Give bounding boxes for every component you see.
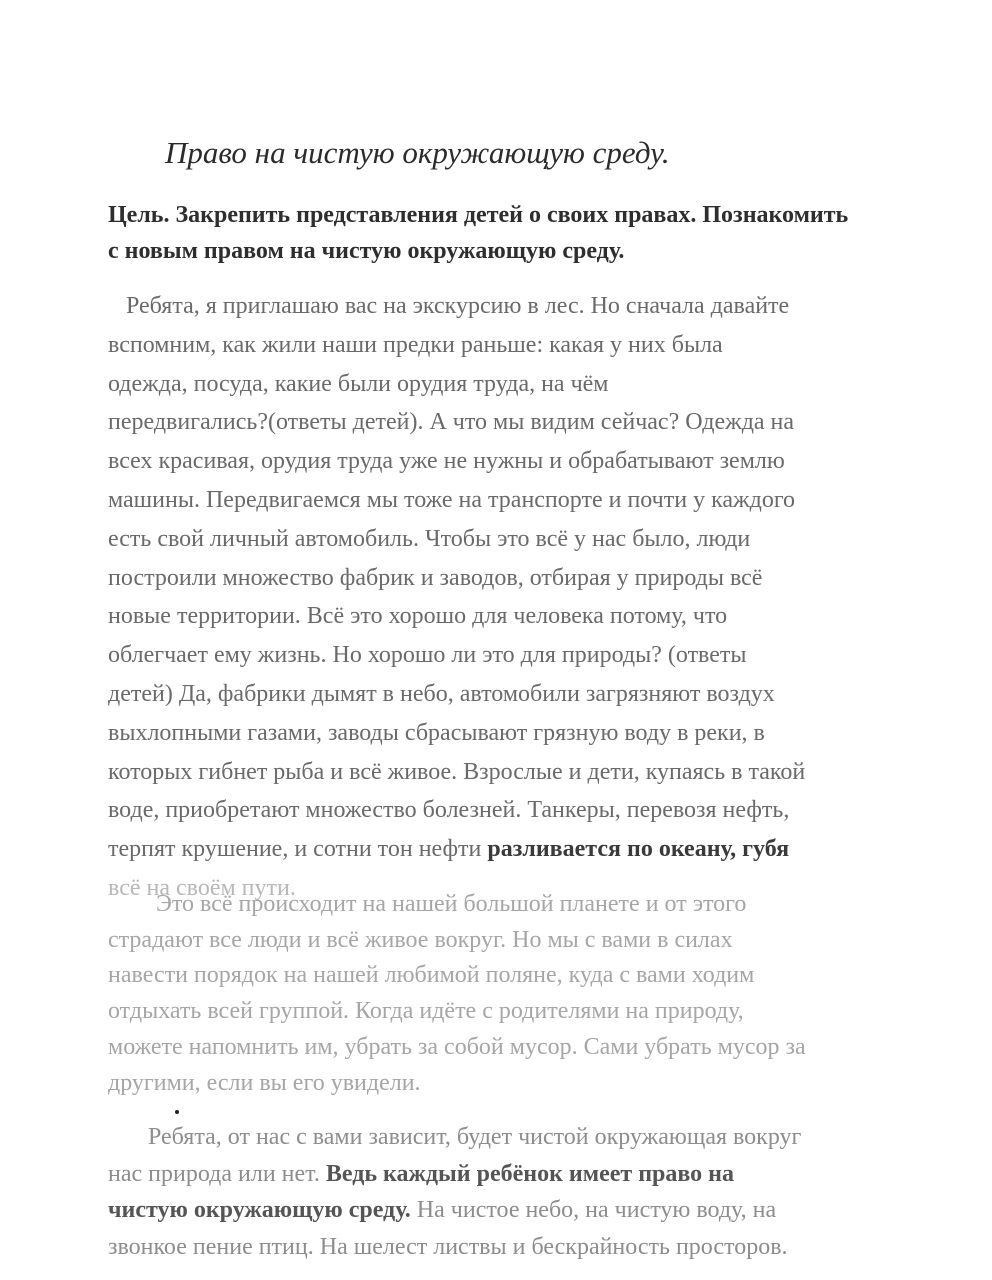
paragraph-planet bbox=[108, 887, 930, 1101]
text-segment: нас природа или нет. bbox=[108, 1160, 326, 1187]
text-line: детей) Да, фабрики дымят в небо, автомобили загрязняют воздух bbox=[108, 680, 775, 707]
goal-text-line2: с новым правом на чистую окружающую среду. bbox=[108, 238, 625, 264]
text-line: есть свой личный автомобиль. Чтобы это всё у нас было, люди bbox=[108, 525, 751, 552]
text-segment: терпят крушение, и сотни тон нефти bbox=[108, 836, 488, 863]
text-line: другими, если вы его увидели. bbox=[108, 1069, 421, 1096]
text-line: отдыхать всей группой. Когда идёте с родителями на природу, bbox=[108, 998, 744, 1025]
text-line: Это всё происходит на нашей большой планете и от этого bbox=[156, 891, 747, 917]
text-line bbox=[108, 1156, 930, 1193]
ink-speck bbox=[175, 1110, 179, 1114]
text-line: Ребята, от нас с вами зависит, будет чистой окружающая вокруг bbox=[148, 1124, 802, 1150]
goal-label: Цель. bbox=[108, 202, 170, 228]
text-line: навести порядок на нашей любимой поляне, куда с вами ходим bbox=[108, 962, 755, 989]
text-line: можете напомнить им, убрать за собой мусор. Сами убрать мусор за bbox=[108, 1033, 806, 1060]
text-line: всех красивая, орудия труда уже не нужны и обрабатывают землю bbox=[108, 448, 785, 475]
text-line: машины. Передвигаемся мы тоже на транспорте и почти у каждого bbox=[108, 486, 796, 513]
text-line: которых гибнет рыба и всё живое. Взрослые и дети, купаясь в такой bbox=[108, 758, 806, 785]
text-line: новые территории. Всё это хорошо для человека потому, что bbox=[108, 603, 728, 630]
goal-text-line1: Закрепить представления детей о своих правах. Познакомить bbox=[175, 202, 849, 228]
text-segment-bold: чистую окружающую среду. bbox=[108, 1197, 411, 1223]
text-segment-bold: Ведь каждый ребёнок имеет право на bbox=[325, 1160, 734, 1187]
text-line: звонкое пение птиц. На шелест листвы и бескрайность просторов. bbox=[108, 1233, 788, 1260]
text-line: Ребята, я приглашаю вас на экскурсию в лес. Но сначала давайте bbox=[126, 293, 790, 319]
text-line: облегчает ему жизнь. Но хорошо ли это для природы? (ответы bbox=[108, 642, 747, 669]
text-line: одежда, посуда, какие были орудия труда, на чём bbox=[108, 370, 609, 397]
text-line: построили множество фабрик и заводов, отбирая у природы всё bbox=[108, 564, 763, 591]
text-line bbox=[108, 1192, 930, 1229]
text-line: выхлопными газами, заводы сбрасывают грязную воду в реки, в bbox=[108, 719, 765, 746]
text-line bbox=[108, 830, 930, 869]
text-segment: На чистое небо, на чистую воду, на bbox=[410, 1197, 777, 1223]
text-line: страдают все люди и всё живое вокруг. Но мы с вами в силах bbox=[108, 926, 733, 953]
text-line: всё на своём пути. bbox=[108, 874, 296, 901]
document-title: Право на чистую окружающую среду. bbox=[165, 135, 670, 170]
text-line: передвигались?(ответы детей). А что мы видим сейчас? Одежда на bbox=[108, 409, 795, 436]
paragraph-right bbox=[108, 1119, 930, 1265]
paragraph-excursion bbox=[108, 287, 930, 908]
goal-statement bbox=[108, 197, 928, 269]
text-line: вспомним, как жили наши предки раньше: какая у них была bbox=[108, 331, 723, 358]
text-segment-dark: разливается по океану, губя bbox=[487, 836, 790, 863]
text-line: воде, приобретают множество болезней. Танкеры, перевозя нефть, bbox=[108, 797, 790, 824]
